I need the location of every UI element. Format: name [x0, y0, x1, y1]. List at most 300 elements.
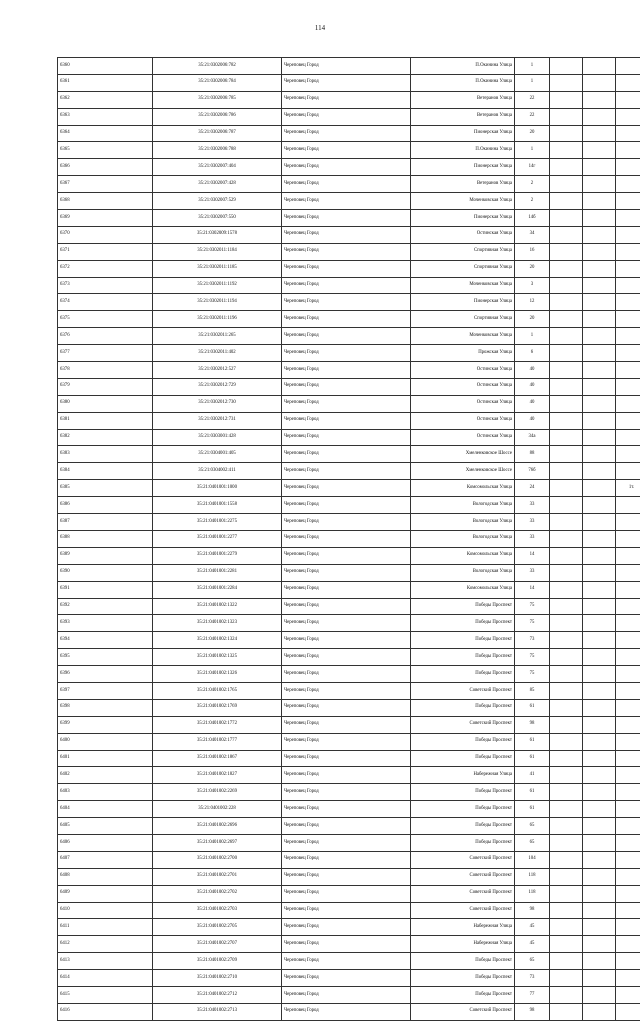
table-row — [58, 750, 640, 767]
house-number-cell: 61 — [515, 801, 550, 818]
table-row — [58, 395, 640, 412]
extra-cell — [550, 767, 583, 784]
table-row — [58, 74, 640, 91]
row-number-cell: 6368 — [58, 193, 153, 210]
extra-cell — [583, 615, 616, 632]
house-number-cell: 1 — [515, 58, 550, 75]
house-number-cell: 40 — [515, 378, 550, 395]
extra-cell — [550, 598, 583, 615]
note-cell — [616, 159, 640, 176]
row-number-cell: 6392 — [58, 598, 153, 615]
extra-cell — [583, 885, 616, 902]
cadastral-number-cell: 35:21:0401002:2710 — [153, 970, 282, 987]
street-cell: Комсомольская Улица — [411, 480, 515, 497]
extra-cell — [550, 564, 583, 581]
extra-cell — [550, 547, 583, 564]
house-number-cell: 61 — [515, 699, 550, 716]
row-number-cell: 6363 — [58, 108, 153, 125]
cadastral-number-cell: 35:21:0401002:1323 — [153, 615, 282, 632]
cadastral-number-cell: 35:21:0302011:1185 — [153, 260, 282, 277]
note-cell — [616, 581, 640, 598]
row-number-cell: 6376 — [58, 328, 153, 345]
row-number-cell: 6373 — [58, 277, 153, 294]
note-cell — [616, 243, 640, 260]
street-cell: Советский Проспект — [411, 868, 515, 885]
street-cell: Вологодская Улица — [411, 514, 515, 531]
house-number-cell: 65 — [515, 834, 550, 851]
row-number-cell: 6360 — [58, 58, 153, 75]
row-number-cell: 6361 — [58, 74, 153, 91]
city-cell: Череповец Город — [282, 362, 411, 379]
house-number-cell: 88 — [515, 446, 550, 463]
row-number-cell: 6374 — [58, 294, 153, 311]
house-number-cell: 2 — [515, 176, 550, 193]
row-number-cell: 6380 — [58, 395, 153, 412]
table-row — [58, 598, 640, 615]
house-number-cell: 34 — [515, 226, 550, 243]
street-cell: Спортивная Улица — [411, 260, 515, 277]
cadastral-number-cell: 35:21:0302011:265 — [153, 328, 282, 345]
table-row — [58, 564, 640, 581]
city-cell: Череповец Город — [282, 598, 411, 615]
house-number-cell: 61 — [515, 750, 550, 767]
street-cell: Победы Проспект — [411, 632, 515, 649]
house-number-cell: 98 — [515, 902, 550, 919]
extra-cell — [550, 277, 583, 294]
city-cell: Череповец Город — [282, 311, 411, 328]
cadastral-number-cell: 35:21:0401002:2700 — [153, 851, 282, 868]
city-cell: Череповец Город — [282, 210, 411, 227]
table-row — [58, 834, 640, 851]
note-cell — [616, 919, 640, 936]
house-number-cell: 61 — [515, 733, 550, 750]
street-cell: Советский Проспект — [411, 851, 515, 868]
extra-cell — [550, 750, 583, 767]
city-cell: Череповец Город — [282, 378, 411, 395]
note-cell — [616, 936, 640, 953]
table-row — [58, 159, 640, 176]
city-cell: Череповец Город — [282, 750, 411, 767]
extra-cell — [583, 666, 616, 683]
street-cell: Набережная Улица — [411, 767, 515, 784]
extra-cell — [550, 446, 583, 463]
note-cell — [616, 649, 640, 666]
cadastral-number-cell: 35:21:0302012:527 — [153, 362, 282, 379]
table-row — [58, 243, 640, 260]
note-cell — [616, 412, 640, 429]
table-row — [58, 919, 640, 936]
extra-cell — [550, 699, 583, 716]
street-cell: Победы Проспект — [411, 598, 515, 615]
city-cell: Череповец Город — [282, 159, 411, 176]
row-number-cell: 6387 — [58, 514, 153, 531]
row-number-cell: 6364 — [58, 125, 153, 142]
row-number-cell: 6390 — [58, 564, 153, 581]
city-cell: Череповец Город — [282, 74, 411, 91]
row-number-cell: 6394 — [58, 632, 153, 649]
note-cell — [616, 750, 640, 767]
table-row — [58, 446, 640, 463]
city-cell: Череповец Город — [282, 58, 411, 75]
house-number-cell: 104 — [515, 851, 550, 868]
note-cell — [616, 176, 640, 193]
row-number-cell: 6416 — [58, 1003, 153, 1020]
extra-cell — [583, 193, 616, 210]
extra-cell — [583, 226, 616, 243]
extra-cell — [550, 868, 583, 885]
page-number: 114 — [0, 24, 640, 32]
note-cell — [616, 497, 640, 514]
street-cell: Победы Проспект — [411, 801, 515, 818]
row-number-cell: 6377 — [58, 345, 153, 362]
street-cell: Победы Проспект — [411, 750, 515, 767]
extra-cell — [583, 345, 616, 362]
extra-cell — [583, 277, 616, 294]
cadastral-number-cell: 35:21:0401001:2277 — [153, 530, 282, 547]
street-cell: Советский Проспект — [411, 885, 515, 902]
extra-cell — [550, 497, 583, 514]
house-number-cell: 14г — [515, 159, 550, 176]
table-row — [58, 294, 640, 311]
note-cell — [616, 226, 640, 243]
extra-cell — [550, 1003, 583, 1020]
table-row — [58, 311, 640, 328]
house-number-cell: 65 — [515, 818, 550, 835]
extra-cell — [583, 834, 616, 851]
house-number-cell: 73 — [515, 632, 550, 649]
street-cell: Моченковская Улица — [411, 193, 515, 210]
house-number-cell: 61 — [515, 784, 550, 801]
note-cell — [616, 362, 640, 379]
extra-cell — [583, 362, 616, 379]
table-row — [58, 649, 640, 666]
cadastral-number-cell: 35:21:0401002:2269 — [153, 784, 282, 801]
cadastral-number-cell: 35:21:0401002:1827 — [153, 767, 282, 784]
extra-cell — [583, 699, 616, 716]
house-number-cell: 73 — [515, 970, 550, 987]
table-row — [58, 1003, 640, 1020]
house-number-cell: 12 — [515, 294, 550, 311]
house-number-cell: 33 — [515, 564, 550, 581]
extra-cell — [583, 294, 616, 311]
city-cell: Череповец Город — [282, 666, 411, 683]
house-number-cell: 40 — [515, 395, 550, 412]
extra-cell — [583, 429, 616, 446]
cadastral-number-cell: 35:21:0302006:784 — [153, 74, 282, 91]
note-cell — [616, 108, 640, 125]
cadastral-number-cell: 35:21:0302006:782 — [153, 58, 282, 75]
cadastral-number-cell: 35:21:0303001:428 — [153, 429, 282, 446]
row-number-cell: 6366 — [58, 159, 153, 176]
cadastral-number-cell: 35:21:0401002:1867 — [153, 750, 282, 767]
row-number-cell: 6375 — [58, 311, 153, 328]
house-number-cell: 75 — [515, 615, 550, 632]
table-row — [58, 682, 640, 699]
street-cell: Победы Проспект — [411, 970, 515, 987]
city-cell: Череповец Город — [282, 193, 411, 210]
cadastral-number-cell: 35:21:0304001:405 — [153, 446, 282, 463]
extra-cell — [583, 784, 616, 801]
street-cell: Вологодская Улица — [411, 564, 515, 581]
row-number-cell: 6407 — [58, 851, 153, 868]
extra-cell — [583, 936, 616, 953]
street-cell: Остинская Улица — [411, 395, 515, 412]
cadastral-number-cell: 35:21:0302006:786 — [153, 108, 282, 125]
cadastral-number-cell: 35:21:0401002:1777 — [153, 733, 282, 750]
note-cell — [616, 682, 640, 699]
table-row — [58, 193, 640, 210]
row-number-cell: 6410 — [58, 902, 153, 919]
cadastral-number-cell: 35:21:0302012:730 — [153, 395, 282, 412]
street-cell: Комсомольская Улица — [411, 547, 515, 564]
city-cell: Череповец Город — [282, 936, 411, 953]
extra-cell — [583, 125, 616, 142]
note-cell — [616, 1003, 640, 1020]
extra-cell — [550, 412, 583, 429]
city-cell: Череповец Город — [282, 412, 411, 429]
cadastral-number-cell: 35:21:0401002:2712 — [153, 986, 282, 1003]
street-cell: П.Окинина Улица — [411, 58, 515, 75]
cadastral-number-cell: 35:21:0401002:2703 — [153, 902, 282, 919]
street-cell: Ветеранов Улица — [411, 91, 515, 108]
city-cell: Череповец Город — [282, 581, 411, 598]
table-row — [58, 125, 640, 142]
house-number-cell: 98 — [515, 716, 550, 733]
city-cell: Череповец Город — [282, 818, 411, 835]
cadastral-number-cell: 35:21:0401002:2701 — [153, 868, 282, 885]
city-cell: Череповец Город — [282, 328, 411, 345]
cadastral-number-cell: 35:21:0401001:1000 — [153, 480, 282, 497]
table-row — [58, 615, 640, 632]
street-cell: Спортивная Улица — [411, 243, 515, 260]
street-cell: Хмеленковское Шоссе — [411, 446, 515, 463]
street-cell: Победы Проспект — [411, 834, 515, 851]
note-cell — [616, 986, 640, 1003]
street-cell: Ветеранов Улица — [411, 108, 515, 125]
house-number-cell: 33 — [515, 530, 550, 547]
extra-cell — [550, 666, 583, 683]
city-cell: Череповец Город — [282, 834, 411, 851]
house-number-cell: 41 — [515, 767, 550, 784]
house-number-cell: 20 — [515, 125, 550, 142]
street-cell: Набережная Улица — [411, 936, 515, 953]
row-number-cell: 6396 — [58, 666, 153, 683]
house-number-cell: 98 — [515, 1003, 550, 1020]
row-number-cell: 6369 — [58, 210, 153, 227]
note-cell — [616, 294, 640, 311]
extra-cell — [550, 311, 583, 328]
extra-cell — [550, 463, 583, 480]
note-cell — [616, 767, 640, 784]
extra-cell — [550, 936, 583, 953]
register-table — [57, 57, 640, 1021]
cadastral-number-cell: 35:21:0302012:731 — [153, 412, 282, 429]
street-cell: Пионерская Улица — [411, 125, 515, 142]
city-cell: Череповец Город — [282, 615, 411, 632]
cadastral-number-cell: 35:21:0302009:1578 — [153, 226, 282, 243]
extra-cell — [583, 632, 616, 649]
extra-cell — [550, 632, 583, 649]
note-cell — [616, 818, 640, 835]
note-cell — [616, 429, 640, 446]
city-cell: Череповец Город — [282, 294, 411, 311]
row-number-cell: 6404 — [58, 801, 153, 818]
street-cell: Победы Проспект — [411, 699, 515, 716]
table-row — [58, 716, 640, 733]
cadastral-number-cell: 35:21:0401002:2697 — [153, 834, 282, 851]
note-cell — [616, 666, 640, 683]
row-number-cell: 6378 — [58, 362, 153, 379]
extra-cell — [583, 311, 616, 328]
row-number-cell: 6383 — [58, 446, 153, 463]
street-cell: Спортивная Улица — [411, 311, 515, 328]
extra-cell — [583, 243, 616, 260]
note-cell — [616, 210, 640, 227]
house-number-cell: 3 — [515, 277, 550, 294]
extra-cell — [583, 446, 616, 463]
house-number-cell: 77 — [515, 986, 550, 1003]
street-cell: П.Окинина Улица — [411, 142, 515, 159]
row-number-cell: 6372 — [58, 260, 153, 277]
house-number-cell: 1 — [515, 142, 550, 159]
row-number-cell: 6415 — [58, 986, 153, 1003]
row-number-cell: 6385 — [58, 480, 153, 497]
cadastral-number-cell: 35:21:0401002:1769 — [153, 699, 282, 716]
street-cell: Пионерская Улица — [411, 210, 515, 227]
city-cell: Череповец Город — [282, 970, 411, 987]
house-number-cell: 40 — [515, 412, 550, 429]
row-number-cell: 6388 — [58, 530, 153, 547]
note-cell — [616, 564, 640, 581]
extra-cell — [583, 970, 616, 987]
extra-cell — [583, 142, 616, 159]
city-cell: Череповец Город — [282, 716, 411, 733]
row-number-cell: 6408 — [58, 868, 153, 885]
extra-cell — [550, 159, 583, 176]
city-cell: Череповец Город — [282, 986, 411, 1003]
extra-cell — [550, 682, 583, 699]
house-number-cell: 65 — [515, 953, 550, 970]
city-cell: Череповец Город — [282, 801, 411, 818]
extra-cell — [550, 108, 583, 125]
extra-cell — [583, 91, 616, 108]
table-row — [58, 226, 640, 243]
table-row — [58, 986, 640, 1003]
cadastral-number-cell: 35:21:0401001:2275 — [153, 514, 282, 531]
extra-cell — [550, 986, 583, 1003]
table-row — [58, 328, 640, 345]
row-number-cell: 6389 — [58, 547, 153, 564]
note-cell — [616, 784, 640, 801]
extra-cell — [583, 497, 616, 514]
street-cell: Советский Проспект — [411, 716, 515, 733]
city-cell: Череповец Город — [282, 953, 411, 970]
street-cell: Моченковская Улица — [411, 277, 515, 294]
table-row — [58, 260, 640, 277]
house-number-cell: 75 — [515, 649, 550, 666]
house-number-cell: 24 — [515, 480, 550, 497]
row-number-cell: 6406 — [58, 834, 153, 851]
note-cell — [616, 733, 640, 750]
cadastral-number-cell: 35:21:0401002:2713 — [153, 1003, 282, 1020]
city-cell: Череповец Город — [282, 429, 411, 446]
city-cell: Череповец Город — [282, 125, 411, 142]
street-cell: Остинская Улица — [411, 412, 515, 429]
note-cell — [616, 91, 640, 108]
city-cell: Череповец Город — [282, 851, 411, 868]
note-cell — [616, 615, 640, 632]
house-number-cell: 16 — [515, 243, 550, 260]
cadastral-number-cell: 35:21:0401002:1326 — [153, 666, 282, 683]
house-number-cell: 45 — [515, 936, 550, 953]
extra-cell — [583, 210, 616, 227]
table-row — [58, 547, 640, 564]
row-number-cell: 6399 — [58, 716, 153, 733]
cadastral-number-cell: 35:21:0302007:404 — [153, 159, 282, 176]
house-number-cell: 22 — [515, 108, 550, 125]
street-cell: Победы Проспект — [411, 649, 515, 666]
city-cell: Череповец Город — [282, 514, 411, 531]
street-cell: Победы Проспект — [411, 615, 515, 632]
extra-cell — [550, 345, 583, 362]
extra-cell — [550, 801, 583, 818]
extra-cell — [550, 328, 583, 345]
extra-cell — [550, 733, 583, 750]
table-row — [58, 530, 640, 547]
city-cell: Череповец Город — [282, 767, 411, 784]
table-row — [58, 480, 640, 497]
house-number-cell: 85 — [515, 682, 550, 699]
note-cell — [616, 277, 640, 294]
street-cell: Победы Проспект — [411, 953, 515, 970]
row-number-cell: 6411 — [58, 919, 153, 936]
note-cell — [616, 446, 640, 463]
house-number-cell: 1 — [515, 74, 550, 91]
row-number-cell: 6397 — [58, 682, 153, 699]
table-row — [58, 142, 640, 159]
cadastral-number-cell: 35:21:0302011:1196 — [153, 311, 282, 328]
house-number-cell: 20 — [515, 260, 550, 277]
street-cell: Победы Проспект — [411, 986, 515, 1003]
row-number-cell: 6412 — [58, 936, 153, 953]
cadastral-number-cell: 35:21:0401001:2281 — [153, 564, 282, 581]
extra-cell — [550, 885, 583, 902]
cadastral-number-cell: 35:21:0302011:1194 — [153, 294, 282, 311]
extra-cell — [583, 851, 616, 868]
extra-cell — [550, 953, 583, 970]
extra-cell — [583, 716, 616, 733]
house-number-cell: 118 — [515, 868, 550, 885]
city-cell: Череповец Город — [282, 243, 411, 260]
extra-cell — [583, 919, 616, 936]
row-number-cell: 6405 — [58, 818, 153, 835]
street-cell: Остинская Улица — [411, 226, 515, 243]
extra-cell — [550, 834, 583, 851]
row-number-cell: 6413 — [58, 953, 153, 970]
house-number-cell: 45 — [515, 919, 550, 936]
extra-cell — [550, 176, 583, 193]
table-row — [58, 429, 640, 446]
note-cell — [616, 260, 640, 277]
house-number-cell: 14 — [515, 547, 550, 564]
note-cell — [616, 834, 640, 851]
row-number-cell: 6367 — [58, 176, 153, 193]
note-cell — [616, 530, 640, 547]
street-cell: Пионерская Улица — [411, 294, 515, 311]
cadastral-number-cell: 35:21:0302011:1184 — [153, 243, 282, 260]
cadastral-number-cell: 35:21:0401002:1765 — [153, 682, 282, 699]
extra-cell — [550, 851, 583, 868]
